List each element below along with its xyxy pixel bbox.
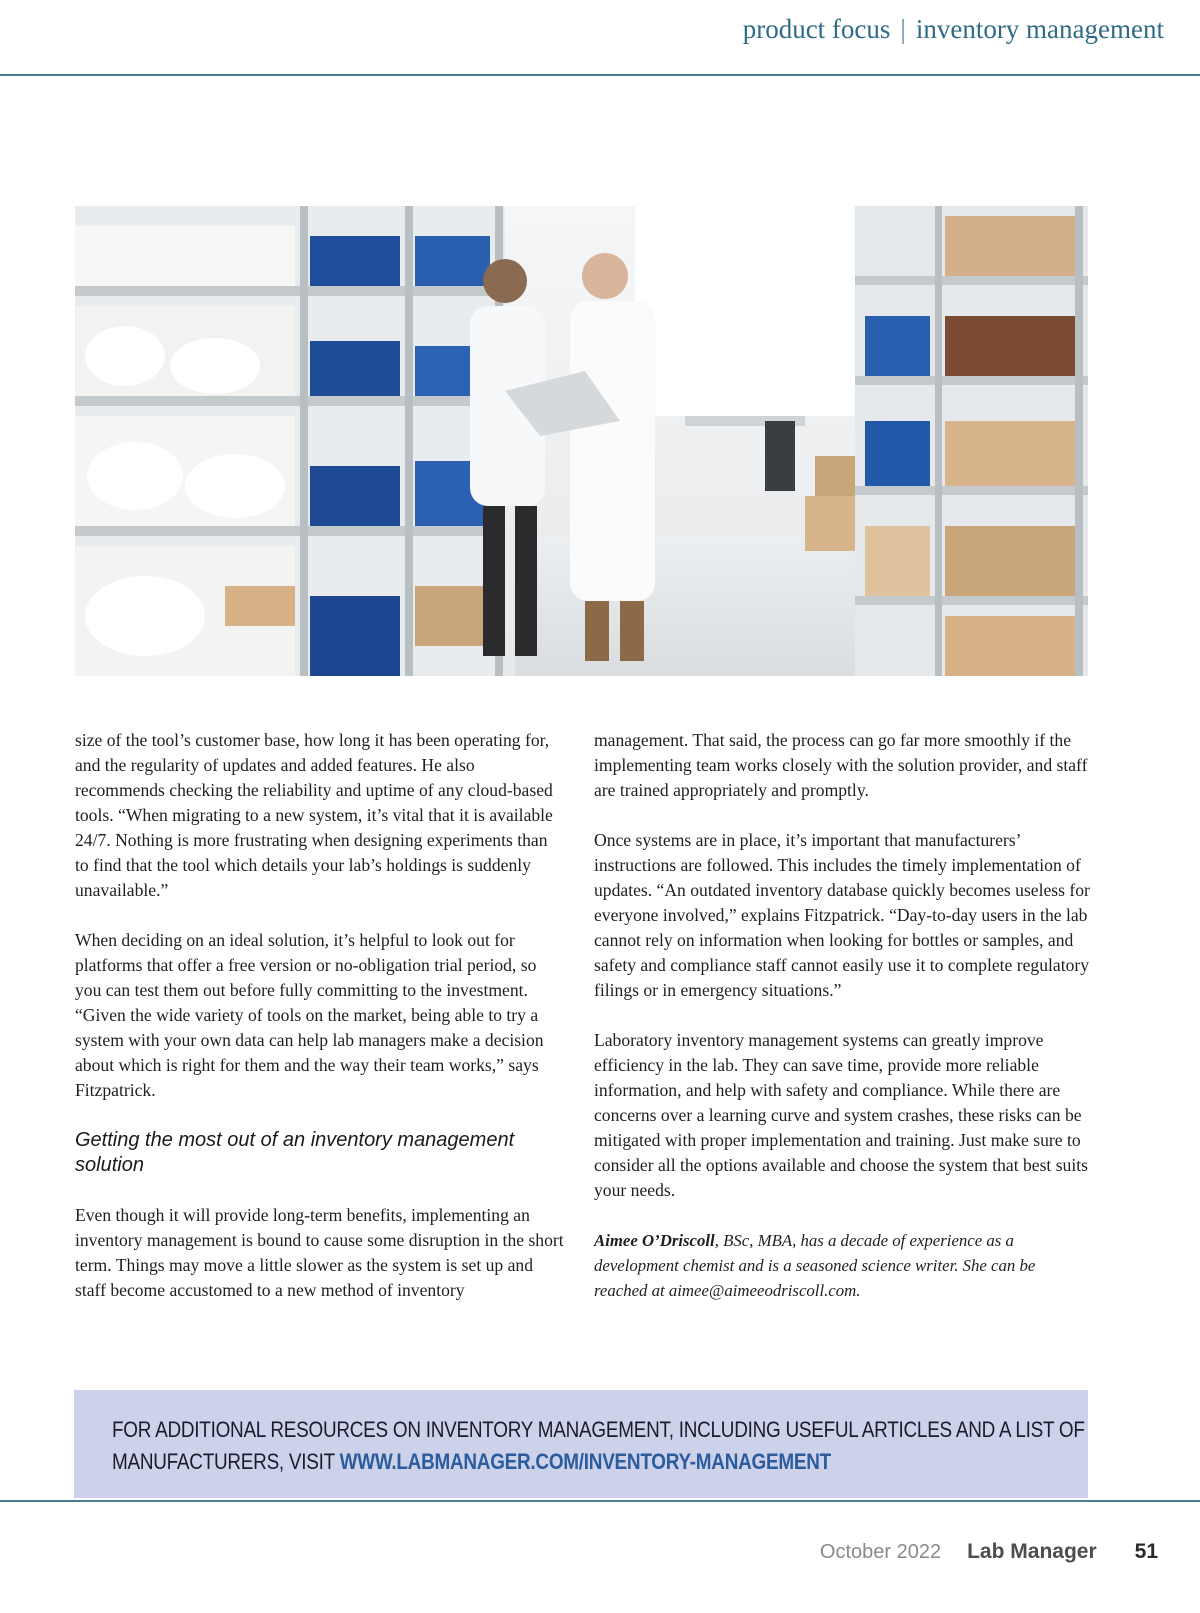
body-paragraph: Once systems are in place, it’s important that manufacturers’ instructions are followed. This includes the timely implementation of updates. “An outdated inventory database quickly becomes useless for everyone involved,” explains Fitzpatrick. “Day-to-day users in the lab cannot rely on information when looking for bottles or samples, and safety and compliance staff cannot easily use it to complete regulatory filings or in emergency situations.” — [594, 830, 1090, 1000]
issue-date: October 2022 — [819, 1541, 942, 1563]
callout-text — [112, 1414, 1085, 1478]
body-paragraph: When deciding on an ideal solution, it’s helpful to look out for platforms that offer a free version or no-obligation trial period, so you can test them out before fully committing to the investment. “Given the wide variety of tools on the market, being able to try a system with your own data can help lab managers make a decision about which is right for them and the way their team works,” says Fitzpatrick. — [75, 930, 544, 1100]
header-separator: | — [900, 14, 906, 44]
page-footer — [820, 1540, 1158, 1564]
lab-storage-photo — [75, 206, 1088, 676]
body-paragraph: management. That said, the process can go far more smoothly if the implementing team works closely with the solution provider, and staff are trained appropriately and promptly. — [594, 730, 1088, 800]
right-shelves — [855, 206, 1088, 676]
body-paragraph: Laboratory inventory management systems can greatly improve efficiency in the lab. They can save time, provide more reliable information, and help with safety and compliance. While there are concerns over a learning curve and system crashes, these risks can be mitigated with proper implementation and training. Just make sure to consider all the options available and choose the system that best suits your needs. — [594, 1030, 1088, 1200]
photo-illustration — [75, 206, 1088, 676]
callout-line-1: FOR ADDITIONAL RESOURCES ON INVENTORY MANAGEMENT, INCLUDING USEFUL ARTICLES AND A LIST OF — [112, 1417, 1085, 1442]
footer-rule — [0, 1500, 1200, 1502]
resources-link[interactable]: WWW.LABMANAGER.COM/INVENTORY-MANAGEMENT — [339, 1449, 831, 1474]
left-shelves — [75, 206, 505, 676]
header-rule — [0, 74, 1200, 76]
callout-prefix: MANUFACTURERS, VISIT — [112, 1449, 340, 1474]
magazine-name: Lab Manager — [967, 1540, 1097, 1563]
author-name: Aimee O’Driscoll — [594, 1231, 715, 1250]
author-bio-text: , BSc, MBA, has a decade of experience as a development chemist and is a seasoned science writer. She can be reached at aimee@aimeeodriscoll.com. — [594, 1231, 1036, 1300]
body-paragraph: size of the tool’s customer base, how long it has been operating for, and the regularity of updates and added features. He also recommends checking the reliability and uptime of any cloud-based tools. “When migrating to a new system, it’s vital that it is available 24/7. Nothing is more frustrating when designing experiments than to find that the tool which details your lab’s holdings is suddenly unavailable.” — [75, 730, 553, 900]
article-right-column — [594, 728, 1090, 1328]
resources-callout — [74, 1390, 1088, 1498]
page-number: 51 — [1134, 1540, 1158, 1563]
callout-line-2 — [112, 1446, 920, 1478]
article-left-column — [75, 728, 565, 1328]
section-subheading: Getting the most out of an inventory management solution — [75, 1129, 515, 1176]
running-header — [743, 14, 1164, 45]
header-section-name: product focus — [742, 14, 891, 44]
author-bio — [594, 1228, 1090, 1303]
header-topic: inventory management — [915, 14, 1164, 44]
body-paragraph: Even though it will provide long-term benefits, implementing an inventory management is bound to cause some disruption in the short term. Things may move a little slower as the system is set up and staff become accustomed to a new method of inventory — [75, 1205, 564, 1300]
